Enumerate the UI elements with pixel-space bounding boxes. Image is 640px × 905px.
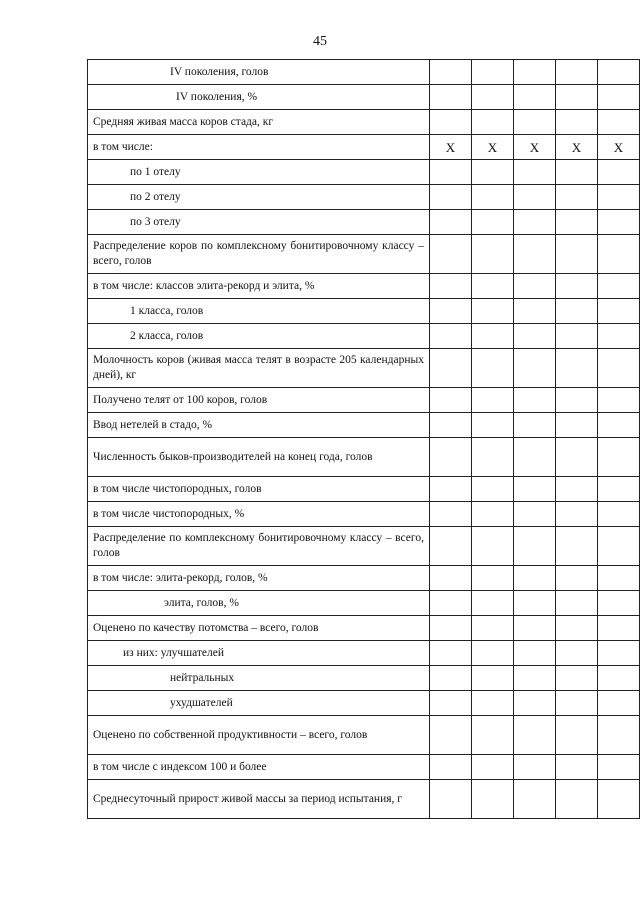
value-cell[interactable] (555, 110, 597, 135)
value-cell[interactable] (597, 527, 639, 566)
value-cell[interactable] (597, 666, 639, 691)
value-cell[interactable] (471, 591, 513, 616)
table-row (88, 110, 640, 135)
value-cell[interactable] (597, 641, 639, 666)
table-row (88, 235, 640, 274)
value-cell[interactable] (471, 413, 513, 438)
row-label: 1 класса, голов (88, 299, 430, 324)
value-cell[interactable] (597, 566, 639, 591)
value-cell[interactable] (555, 591, 597, 616)
table-row (88, 755, 640, 780)
value-cell[interactable] (555, 349, 597, 388)
value-cell[interactable] (471, 388, 513, 413)
table-row (88, 299, 640, 324)
value-cell[interactable] (429, 591, 471, 616)
row-label: элита, голов, % (88, 591, 430, 616)
value-cell[interactable]: X (555, 135, 597, 160)
row-label: по 3 отелу (88, 210, 430, 235)
value-cell[interactable] (429, 349, 471, 388)
value-cell[interactable]: X (471, 135, 513, 160)
value-cell[interactable] (429, 716, 471, 755)
value-cell[interactable] (555, 185, 597, 210)
value-cell[interactable] (597, 185, 639, 210)
row-label: IV поколения, голов (88, 60, 430, 85)
row-label: в том числе чистопородных, % (88, 502, 430, 527)
value-cell[interactable] (513, 666, 555, 691)
table-row (88, 210, 640, 235)
table-row (88, 666, 640, 691)
value-cell[interactable] (597, 413, 639, 438)
page-number: 45 (313, 34, 327, 49)
table-row (88, 716, 640, 755)
row-label: нейтральных (88, 666, 430, 691)
value-cell[interactable] (597, 324, 639, 349)
value-cell[interactable] (471, 438, 513, 477)
value-cell[interactable] (471, 235, 513, 274)
row-label: IV поколения, % (88, 85, 430, 110)
value-cell[interactable] (555, 527, 597, 566)
table-row (88, 502, 640, 527)
value-cell[interactable] (597, 388, 639, 413)
value-cell[interactable] (471, 502, 513, 527)
value-cell[interactable] (471, 566, 513, 591)
value-cell[interactable] (555, 716, 597, 755)
value-cell[interactable] (513, 566, 555, 591)
value-cell[interactable] (429, 110, 471, 135)
table-row (88, 780, 640, 819)
row-label: в том числе: элита-рекорд, голов, % (88, 566, 430, 591)
value-cell[interactable] (429, 438, 471, 477)
value-cell[interactable] (471, 324, 513, 349)
value-cell[interactable] (471, 85, 513, 110)
value-cell[interactable] (597, 60, 639, 85)
row-label: в том числе: классов элита-рекорд и элита, % (88, 274, 430, 299)
row-label: Ввод нетелей в стадо, % (88, 413, 430, 438)
row-label: Оценено по собственной продуктивности – всего, голов (88, 716, 430, 755)
row-label: Распределение коров по комплексному бонитировочному классу – всего, голов (88, 235, 430, 274)
value-cell[interactable] (555, 691, 597, 716)
value-cell[interactable] (471, 477, 513, 502)
value-cell[interactable] (471, 160, 513, 185)
value-cell[interactable] (471, 755, 513, 780)
value-cell[interactable] (471, 716, 513, 755)
row-label: в том числе: (88, 135, 430, 160)
table-row (88, 160, 640, 185)
value-cell[interactable] (513, 299, 555, 324)
value-cell[interactable] (429, 477, 471, 502)
table-row (88, 324, 640, 349)
value-cell[interactable] (513, 274, 555, 299)
value-cell[interactable] (471, 274, 513, 299)
value-cell[interactable] (471, 616, 513, 641)
value-cell[interactable] (555, 616, 597, 641)
value-cell[interactable] (513, 349, 555, 388)
value-cell[interactable] (555, 299, 597, 324)
table-row (88, 438, 640, 477)
value-cell[interactable] (513, 527, 555, 566)
value-cell[interactable] (597, 235, 639, 274)
row-label: Численность быков-производителей на конец года, голов (88, 438, 430, 477)
value-cell[interactable] (429, 185, 471, 210)
value-cell[interactable] (471, 349, 513, 388)
value-cell[interactable] (429, 502, 471, 527)
value-cell[interactable] (555, 780, 597, 819)
value-cell[interactable] (597, 716, 639, 755)
value-cell[interactable] (597, 591, 639, 616)
value-cell[interactable] (513, 185, 555, 210)
row-label: Получено телят от 100 коров, голов (88, 388, 430, 413)
value-cell[interactable]: X (429, 135, 471, 160)
table-row (88, 566, 640, 591)
value-cell[interactable] (429, 755, 471, 780)
value-cell[interactable] (429, 666, 471, 691)
table-row (88, 616, 640, 641)
value-cell[interactable] (555, 235, 597, 274)
value-cell[interactable] (513, 477, 555, 502)
table-row (88, 135, 640, 160)
value-cell[interactable] (555, 274, 597, 299)
value-cell[interactable] (513, 691, 555, 716)
row-label: в том числе чистопородных, голов (88, 477, 430, 502)
value-cell[interactable] (513, 616, 555, 641)
value-cell[interactable] (555, 641, 597, 666)
value-cell[interactable] (513, 780, 555, 819)
value-cell[interactable] (513, 85, 555, 110)
value-cell[interactable] (597, 438, 639, 477)
value-cell[interactable]: X (513, 135, 555, 160)
value-cell[interactable] (513, 160, 555, 185)
value-cell[interactable] (513, 438, 555, 477)
value-cell[interactable] (471, 110, 513, 135)
value-cell[interactable] (555, 566, 597, 591)
value-cell[interactable] (597, 502, 639, 527)
table-body (88, 60, 640, 819)
table-row (88, 349, 640, 388)
value-cell[interactable] (513, 388, 555, 413)
value-cell[interactable] (555, 666, 597, 691)
value-cell[interactable] (597, 691, 639, 716)
value-cell[interactable] (471, 691, 513, 716)
table-row (88, 477, 640, 502)
table-row (88, 691, 640, 716)
value-cell[interactable] (513, 591, 555, 616)
row-label: Распределение по комплексному бонитировочному классу – всего, голов (88, 527, 430, 566)
value-cell[interactable] (513, 110, 555, 135)
row-label: по 2 отелу (88, 185, 430, 210)
value-cell[interactable] (513, 641, 555, 666)
value-cell[interactable] (429, 691, 471, 716)
value-cell[interactable] (429, 780, 471, 819)
value-cell[interactable] (597, 299, 639, 324)
value-cell[interactable] (429, 527, 471, 566)
table-row (88, 60, 640, 85)
value-cell[interactable] (471, 210, 513, 235)
value-cell[interactable] (471, 60, 513, 85)
value-cell[interactable] (471, 527, 513, 566)
value-cell[interactable] (597, 349, 639, 388)
value-cell[interactable] (471, 185, 513, 210)
value-cell[interactable] (429, 413, 471, 438)
value-cell[interactable] (597, 477, 639, 502)
value-cell[interactable] (429, 388, 471, 413)
value-cell[interactable] (597, 160, 639, 185)
value-cell[interactable] (597, 85, 639, 110)
value-cell[interactable] (555, 324, 597, 349)
value-cell[interactable] (555, 413, 597, 438)
value-cell[interactable] (513, 413, 555, 438)
table-row (88, 85, 640, 110)
value-cell[interactable] (597, 110, 639, 135)
row-label: по 1 отелу (88, 160, 430, 185)
value-cell[interactable] (513, 716, 555, 755)
value-cell[interactable] (471, 641, 513, 666)
value-cell[interactable]: X (597, 135, 639, 160)
row-label: Оценено по качеству потомства – всего, голов (88, 616, 430, 641)
table-row (88, 185, 640, 210)
value-cell[interactable] (429, 60, 471, 85)
value-cell[interactable] (429, 566, 471, 591)
value-cell[interactable] (597, 755, 639, 780)
value-cell[interactable] (597, 780, 639, 819)
row-label: Молочность коров (живая масса телят в возрасте 205 календарных дней), кг (88, 349, 430, 388)
value-cell[interactable] (513, 502, 555, 527)
table-row (88, 274, 640, 299)
value-cell[interactable] (429, 160, 471, 185)
table-row (88, 591, 640, 616)
value-cell[interactable] (597, 274, 639, 299)
value-cell[interactable] (429, 324, 471, 349)
value-cell[interactable] (555, 210, 597, 235)
value-cell[interactable] (555, 438, 597, 477)
value-cell[interactable] (555, 388, 597, 413)
value-cell[interactable] (555, 502, 597, 527)
row-label: из них: улучшателей (88, 641, 430, 666)
data-table (87, 59, 640, 819)
value-cell[interactable] (471, 666, 513, 691)
value-cell[interactable] (597, 210, 639, 235)
row-label: Средняя живая масса коров стада, кг (88, 110, 430, 135)
table-row (88, 388, 640, 413)
value-cell[interactable] (513, 755, 555, 780)
table-row (88, 527, 640, 566)
value-cell[interactable] (555, 477, 597, 502)
value-cell[interactable] (513, 235, 555, 274)
value-cell[interactable] (555, 755, 597, 780)
value-cell[interactable] (429, 299, 471, 324)
value-cell[interactable] (471, 299, 513, 324)
value-cell[interactable] (513, 60, 555, 85)
table-row (88, 413, 640, 438)
value-cell[interactable] (555, 85, 597, 110)
value-cell[interactable] (429, 210, 471, 235)
value-cell[interactable] (513, 210, 555, 235)
value-cell[interactable] (555, 160, 597, 185)
row-label: ухудшателей (88, 691, 430, 716)
row-label: 2 класса, голов (88, 324, 430, 349)
value-cell[interactable] (471, 780, 513, 819)
value-cell[interactable] (513, 324, 555, 349)
value-cell[interactable] (429, 641, 471, 666)
value-cell[interactable] (429, 274, 471, 299)
row-label: в том числе с индексом 100 и более (88, 755, 430, 780)
value-cell[interactable] (597, 616, 639, 641)
value-cell[interactable] (429, 85, 471, 110)
value-cell[interactable] (429, 616, 471, 641)
value-cell[interactable] (555, 60, 597, 85)
row-label: Среднесуточный прирост живой массы за период испытания, г (88, 780, 430, 819)
value-cell[interactable] (429, 235, 471, 274)
table-row (88, 641, 640, 666)
